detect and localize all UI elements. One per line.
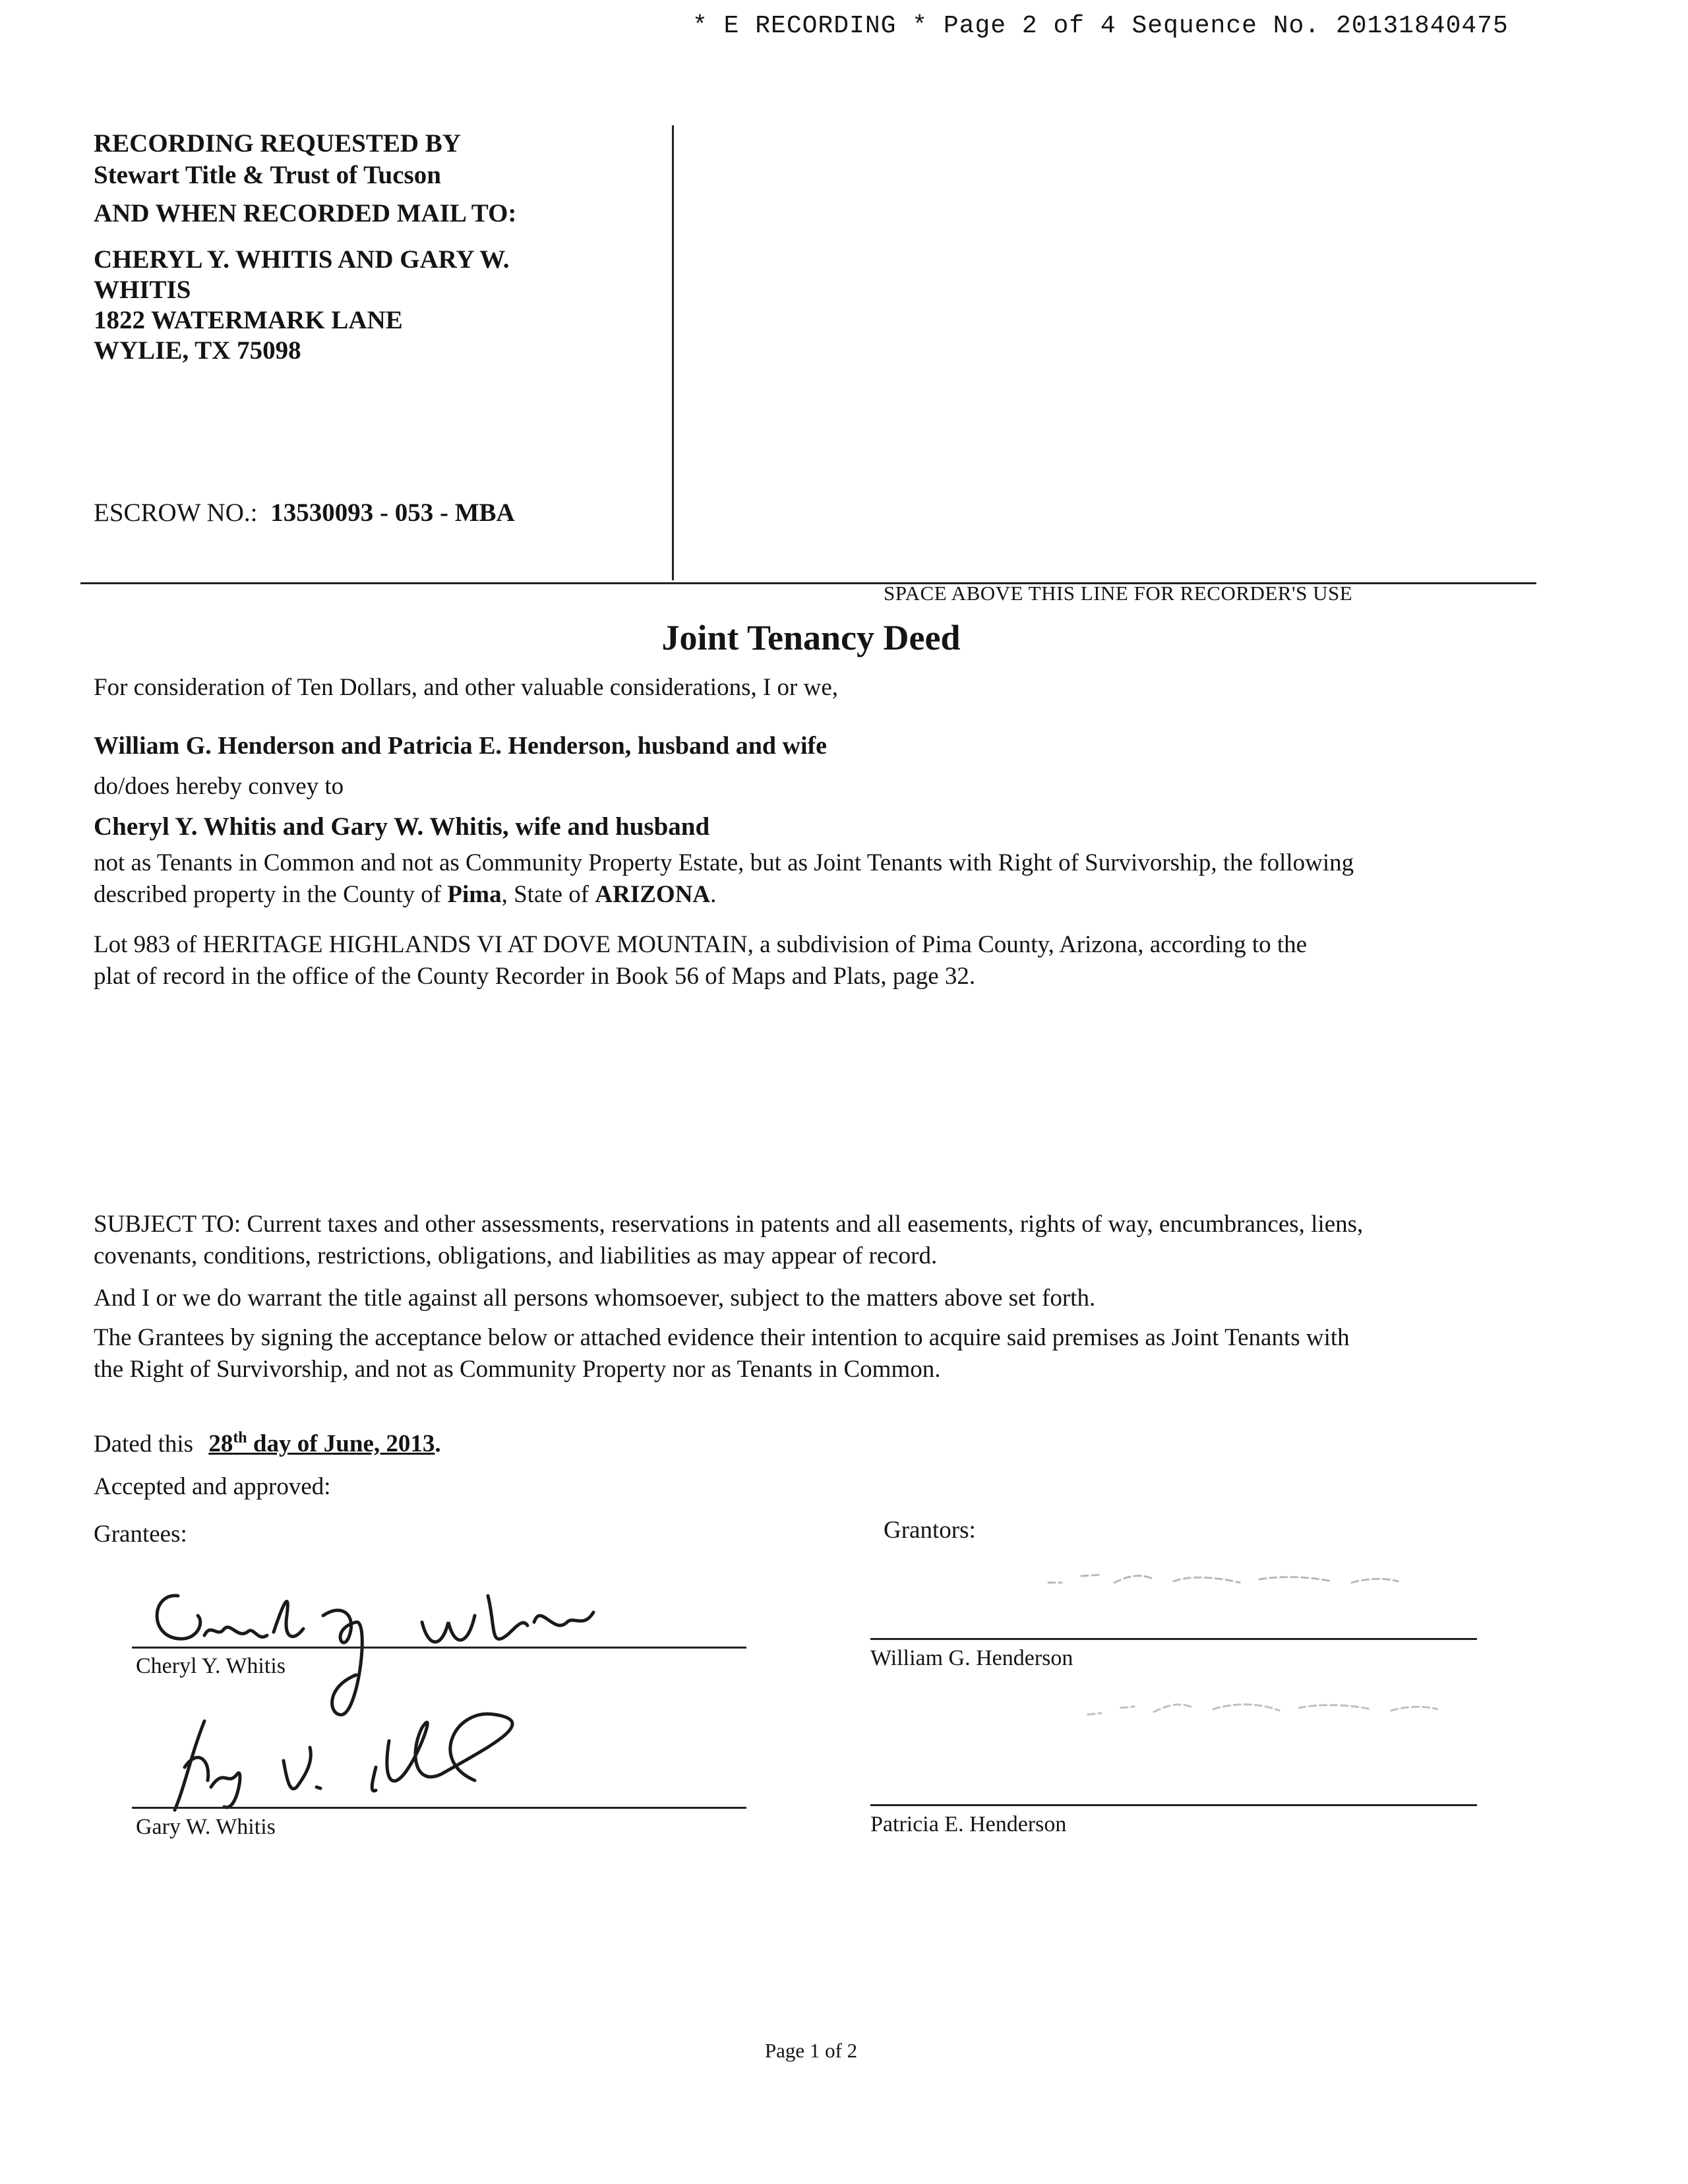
grantees-label: Grantees:	[94, 1521, 187, 1548]
grantor2-name: Patricia E. Henderson	[870, 1812, 1067, 1836]
tenancy-line-2-start: described property in the County of	[94, 881, 448, 908]
tenancy-line-1: not as Tenants in Common and not as Community Property Estate, but as Joint Tenants with Right of Survivorship, the following	[94, 849, 1354, 876]
grantee2-signature-line	[132, 1807, 746, 1809]
subject-line-2: covenants, conditions, restrictions, obligations, and liabilities as may appear of record.	[94, 1242, 938, 1269]
grantor1-name: William G. Henderson	[870, 1646, 1073, 1670]
grantor1-signature-line	[870, 1638, 1477, 1640]
dated-date	[208, 1430, 435, 1457]
subject-to-paragraph	[94, 1207, 1557, 1274]
convey-text: do/does hereby convey to	[94, 773, 344, 800]
consideration-text: For consideration of Ten Dollars, and other valuable considerations, I or we,	[94, 674, 839, 701]
dated-prefix: Dated this	[94, 1430, 194, 1458]
grantor2-signature-line	[870, 1804, 1477, 1806]
accepted-text: Accepted and approved:	[94, 1473, 331, 1500]
recipient-line-2: WHITIS	[94, 276, 191, 304]
deed-title: Joint Tenancy Deed	[661, 618, 961, 657]
grantee-names: Cheryl Y. Whitis and Gary W. Whitis, wife and husband	[94, 812, 710, 841]
recording-header: * E RECORDING * Page 2 of 4 Sequence No. 20131840475	[692, 12, 1509, 40]
state-text: , State of	[501, 881, 595, 908]
recorder-use-note: SPACE ABOVE THIS LINE FOR RECORDER'S USE	[884, 582, 1353, 605]
gary-whitis-signature	[145, 1688, 567, 1820]
dated-rest: day of June, 2013	[247, 1430, 435, 1458]
recording-block	[94, 127, 674, 368]
requested-by-name: Stewart Title & Trust of Tucson	[94, 161, 441, 189]
recipient-line-1: CHERYL Y. WHITIS AND GARY W.	[94, 245, 510, 274]
mail-to-label: AND WHEN RECORDED MAIL TO:	[94, 199, 517, 228]
address-line-1: 1822 WATERMARK LANE	[94, 306, 403, 334]
state-name: ARIZONA	[595, 881, 711, 908]
grantor-names: William G. Henderson and Patricia E. Henderson, husband and wife	[94, 732, 828, 760]
county-name: Pima	[447, 881, 502, 908]
recording-block-divider	[672, 125, 674, 580]
dated-day: 28	[208, 1430, 233, 1458]
escrow-label: ESCROW NO.:	[94, 499, 258, 527]
legal-description	[94, 927, 1557, 994]
dated-line	[94, 1420, 441, 1462]
tenancy-period: .	[710, 881, 717, 908]
dated-day-suffix: th	[233, 1430, 247, 1447]
lot-line-1: Lot 983 of HERITAGE HIGHLANDS VI AT DOVE MOUNTAIN, a subdivision of Pima County, Arizona, according to the	[94, 931, 1308, 958]
lot-line-2: plat of record in the office of the County Recorder in Book 56 of Maps and Plats, page 32.	[94, 963, 976, 990]
tenancy-paragraph	[94, 845, 1557, 913]
william-henderson-signature	[1042, 1563, 1411, 1609]
requested-by-label: RECORDING REQUESTED BY	[94, 129, 461, 158]
grantee2-name: Gary W. Whitis	[136, 1815, 276, 1839]
subject-line-1: SUBJECT TO: Current taxes and other assessments, reservations in patents and all easements, rights of way, encumbrances, liens,	[94, 1211, 1364, 1238]
escrow-row	[94, 496, 515, 530]
grantees-paragraph	[94, 1320, 1557, 1387]
dated-end: .	[435, 1430, 441, 1458]
address-line-2: WYLIE, TX 75098	[94, 336, 301, 365]
page-footer: Page 1 of 2	[764, 2039, 858, 2062]
grantee1-signature-line	[132, 1647, 746, 1649]
grantee1-name: Cheryl Y. Whitis	[136, 1654, 286, 1678]
warrant-text: And I or we do warrant the title against all persons whomsoever, subject to the matters above set forth.	[94, 1285, 1096, 1312]
escrow-number: 13530093 - 053 - MBA	[270, 499, 515, 527]
patricia-henderson-signature	[1081, 1688, 1451, 1734]
tenancy-line-2	[94, 877, 1557, 913]
grantees-line-1: The Grantees by signing the acceptance below or attached evidence their intention to acquire said premises as Joint Tenants with	[94, 1324, 1350, 1351]
grantors-label: Grantors:	[884, 1517, 976, 1544]
grantees-line-2: the Right of Survivorship, and not as Community Property nor as Tenants in Common.	[94, 1356, 941, 1383]
